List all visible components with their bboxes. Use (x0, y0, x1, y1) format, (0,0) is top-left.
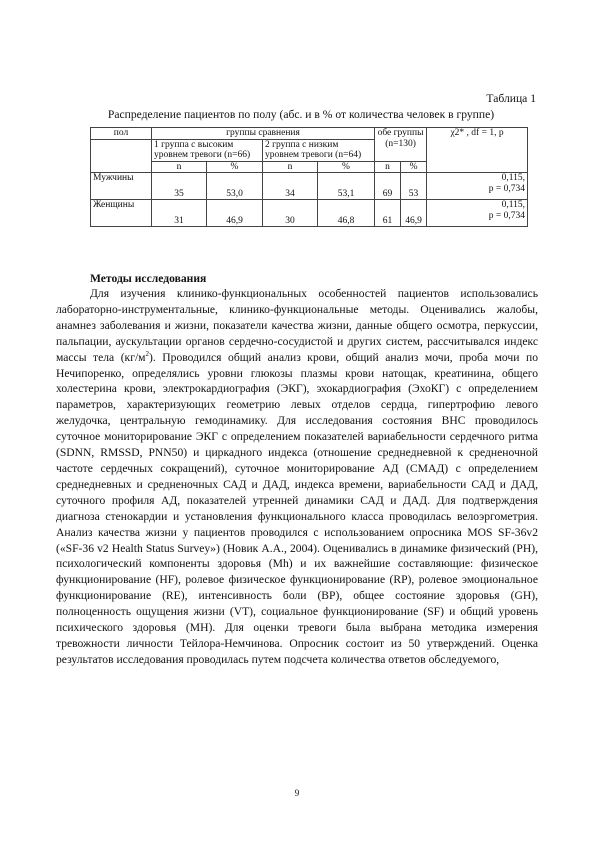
table-header-row (91, 128, 528, 140)
methods-text-part2: ). Проводился общий анализ крови, общий анализ мочи, проба мочи по Нечипоренко, определялись уровни глюкозы плазмы крови натощак, креатинина, общего холестерина крови, электрокардиография (ЭКГ), эхокардиография (ЭхоКГ) с определением параметров, характеризующих геометрию левых отделов сердца, гипертрофию левого желудочка, центральную гемодинамику. Для исследования состояния ВНС проводилось суточное мониторирование ЭКГ с определением показателей вариабельности сердечного ритма (SDNN, RMSSD, PNN50) и циркадного индекса (отношение среднедневной к средненочной частоте сердечных сокращений), суточное мониторирование АД (СМАД) с определением среднедневных и средненочных САД и ДАД, индекса времени, вариабельности САД и ДАД, суточного профиля АД, показателей утренней динамики САД и ДАД. Для подтверждения диагноза стенокардии и установления функционального класса проводилась велоэргометрия. Анализ качества жизни у пациентов проводился с использованием опросника MOS SF-36v2 («SF-36 v2 Health Status Survey») (Новик А.А., 2004). Оценивались в динамике физический (PH), психологический компоненты здоровья (Mh) и их важнейшие составляющие: физическое функционирование (HF), ролевое физическое функционирование (RP), ролевое эмоциональное функционирование (RE), интенсивность боли (BP), общее состояние здоровья (GH), полноценность ощущения жизни (VT), социальное функционирование (SF) и общий уровень психического здоровья (MH). Для оценки тревоги была выбрана методика измерения тревожности личности Тейлора-Немчинова. Опросник состоит из 50 утверждений. Оценка результатов исследования проводилась путем подсчета количества ответов обследуемого, (56, 350, 539, 666)
cell-total-n: 69 (375, 173, 401, 200)
cell-total-pct: 46,9 (401, 200, 427, 227)
page-number: 9 (294, 788, 300, 798)
header-g1-n: n (152, 161, 207, 173)
cell-total-n: 61 (375, 200, 401, 227)
header-chi: χ2* , df = 1, p (427, 128, 528, 173)
cell-g1-pct: 46,9 (207, 200, 263, 227)
p-value: p = 0,734 (488, 183, 526, 194)
table-label: Таблица 1 (486, 92, 536, 105)
cell-g2-pct: 46,8 (318, 200, 375, 227)
header-empty-cell (91, 139, 152, 173)
cell-g2-pct: 53,1 (318, 173, 375, 200)
header-group1: 1 группа с высоким уровнем тревоги (n=66) (152, 139, 263, 161)
header-total-pct: % (401, 161, 427, 173)
header-sex: пол (91, 128, 152, 140)
cell-g2-n: 34 (263, 173, 318, 200)
header-total-n: n (375, 161, 401, 173)
header-group2: 2 группа с низким уровнем тревоги (n=64) (263, 139, 375, 161)
table-row (91, 173, 528, 200)
header-g2-pct: % (318, 161, 375, 173)
row-label: Мужчины (91, 173, 152, 200)
cell-g1-n: 31 (152, 200, 207, 227)
table-row (91, 200, 528, 227)
cell-total-pct: 53 (401, 173, 427, 200)
methods-text-part1: Для изучения клинико-функциональных особенностей пациентов использовались лабораторно-инструментальные, клинико-функциональные методы. Оценивались жалобы, анамнез заболевания и жизни, показатели качества жизни, данные общего осмотра, перкуссии, пальпации, аускультации органов сердечно-сосудистой и других систем, рассчитывался индекс массы тела (кг/м (56, 287, 538, 364)
superscript-2: 2 (145, 349, 150, 358)
cell-chi (427, 200, 528, 227)
cell-g1-n: 35 (152, 173, 207, 200)
cell-g2-n: 30 (263, 200, 318, 227)
row-label: Женщины (91, 200, 152, 227)
header-g2-n: n (263, 161, 318, 173)
header-comparison-groups: группы сравнения (152, 128, 375, 140)
table-title: Распределение пациентов по полу (абс. и в % от количества человек в группе) (107, 108, 495, 121)
header-total: обе группы (n=130) (375, 128, 427, 162)
section-heading: Методы исследования (90, 272, 207, 285)
distribution-table (90, 127, 528, 227)
chi-value: 0,115, (501, 200, 526, 210)
cell-chi (427, 173, 528, 200)
cell-g1-pct: 53,0 (207, 173, 263, 200)
chi-value: 0,115, (501, 173, 526, 183)
p-value: p = 0,734 (488, 210, 526, 221)
header-g1-pct: % (207, 161, 263, 173)
methods-paragraph (56, 286, 538, 668)
